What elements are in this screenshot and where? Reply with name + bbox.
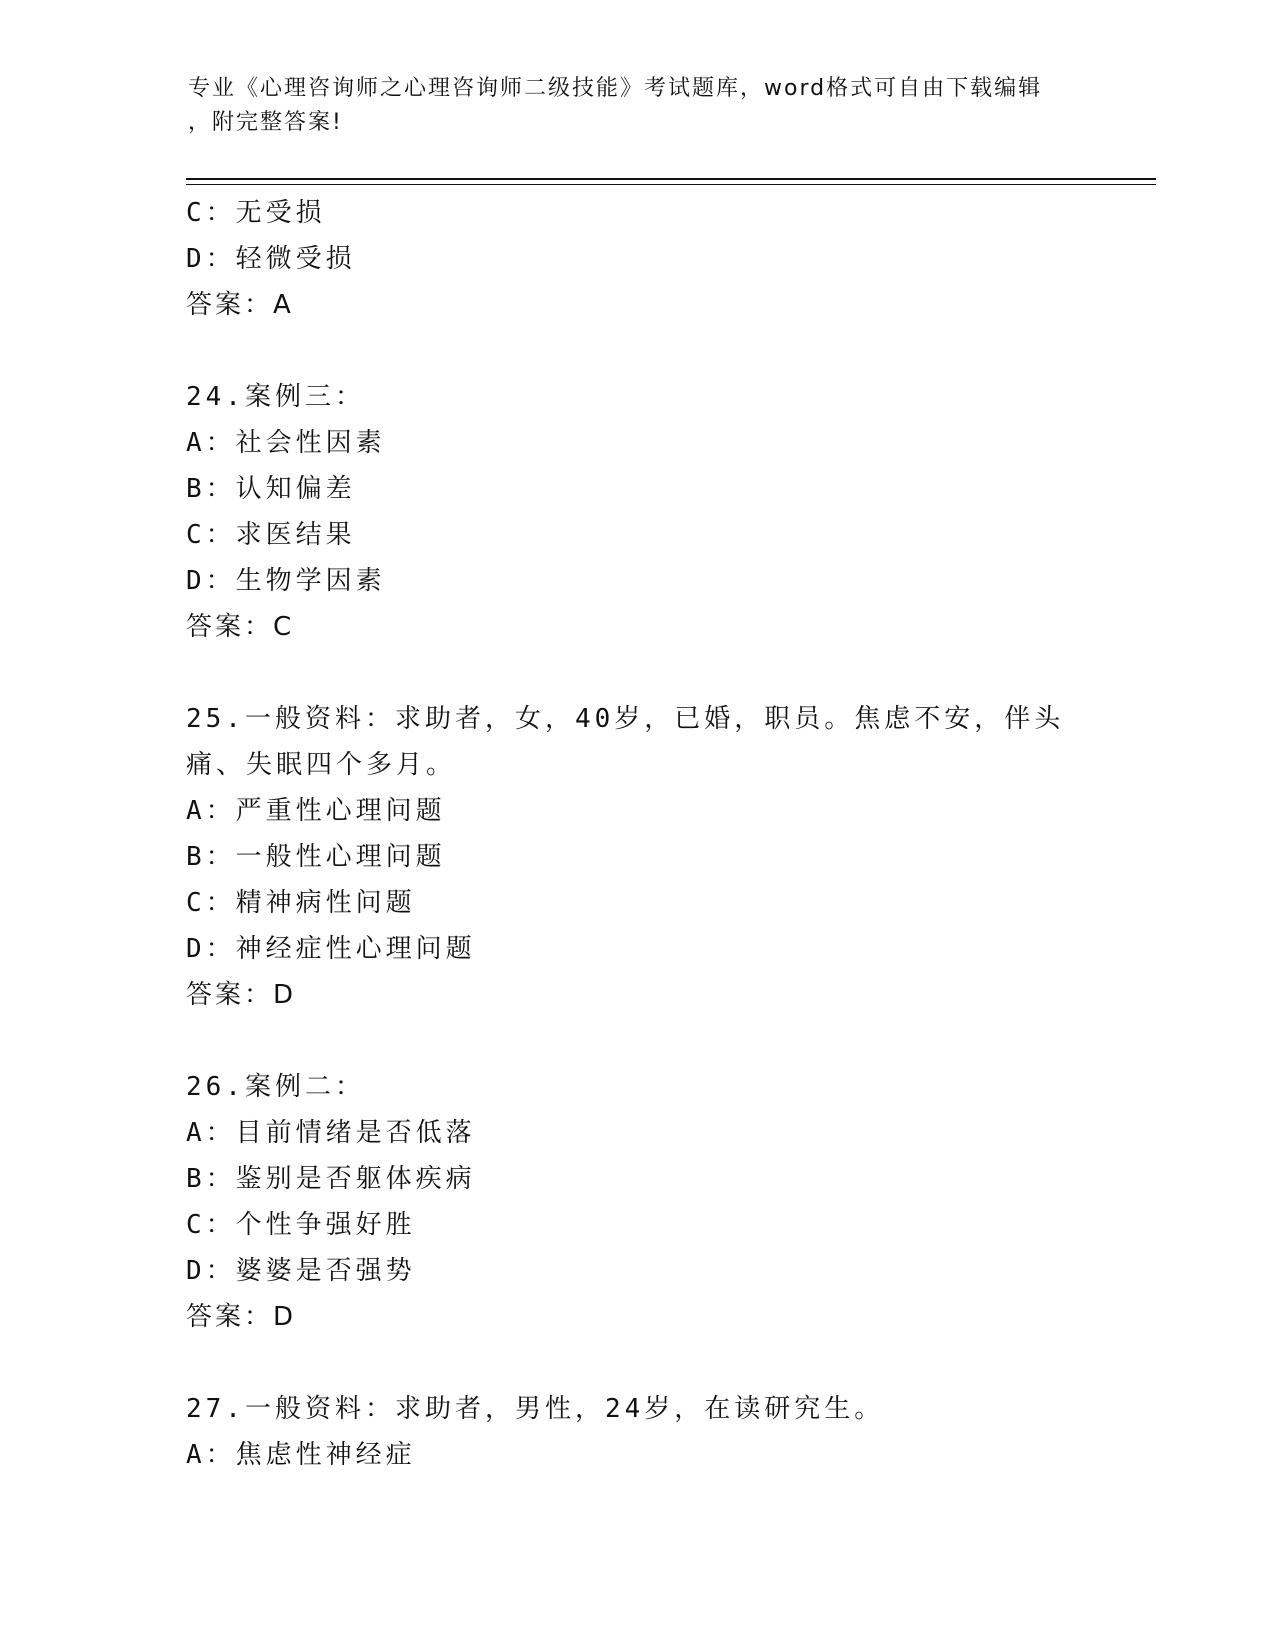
spacer [186, 1340, 1166, 1386]
option-d: D：神经症性心理问题 [186, 934, 476, 964]
option-d: D：轻微受损 [186, 244, 356, 274]
answer-line: 答案：D [186, 980, 297, 1010]
question-list [186, 190, 1166, 1478]
question-block-27 [186, 1386, 1166, 1478]
option-c: C：无受损 [186, 198, 326, 228]
answer-line: 答案：D [186, 1302, 297, 1332]
spacer [186, 1018, 1166, 1064]
spacer [186, 328, 1166, 374]
option-b: B：鉴别是否躯体疾病 [186, 1164, 476, 1194]
question-stem: 26.案例二： [186, 1072, 365, 1102]
header-title-line-1: 专业《心理咨询师之心理咨询师二级技能》考试题库，word格式可自由下载编辑 [188, 76, 1043, 101]
option-b: B：认知偏差 [186, 474, 356, 504]
question-block-25 [186, 696, 1166, 1018]
question-stem: 27.一般资料：求助者，男性，24岁，在读研究生。 [186, 1394, 885, 1424]
option-c: C：求医结果 [186, 520, 356, 550]
question-block-continued [186, 190, 1166, 328]
spacer [186, 650, 1166, 696]
question-stem: 25.一般资料：求助者，女，40岁，已婚，职员。焦虑不安，伴头痛、失眠四个多月。 [186, 704, 1065, 780]
option-a: A：焦虑性神经症 [186, 1440, 416, 1470]
document-header [188, 72, 1088, 140]
option-c: C：精神病性问题 [186, 888, 416, 918]
header-divider-thin [186, 184, 1156, 185]
answer-line: 答案：C [186, 612, 295, 642]
option-a: A：社会性因素 [186, 428, 386, 458]
option-b: B：一般性心理问题 [186, 842, 446, 872]
question-block-24 [186, 374, 1166, 650]
option-d: D：生物学因素 [186, 566, 386, 596]
option-c: C：个性争强好胜 [186, 1210, 416, 1240]
question-block-26 [186, 1064, 1166, 1340]
header-divider-thick [186, 178, 1156, 180]
question-stem: 24.案例三： [186, 382, 365, 412]
header-title-line-2: ，附完整答案! [188, 110, 343, 135]
option-a: A：目前情绪是否低落 [186, 1118, 476, 1148]
option-a: A：严重性心理问题 [186, 796, 446, 826]
option-d: D：婆婆是否强势 [186, 1256, 416, 1286]
answer-line: 答案：A [186, 290, 294, 320]
